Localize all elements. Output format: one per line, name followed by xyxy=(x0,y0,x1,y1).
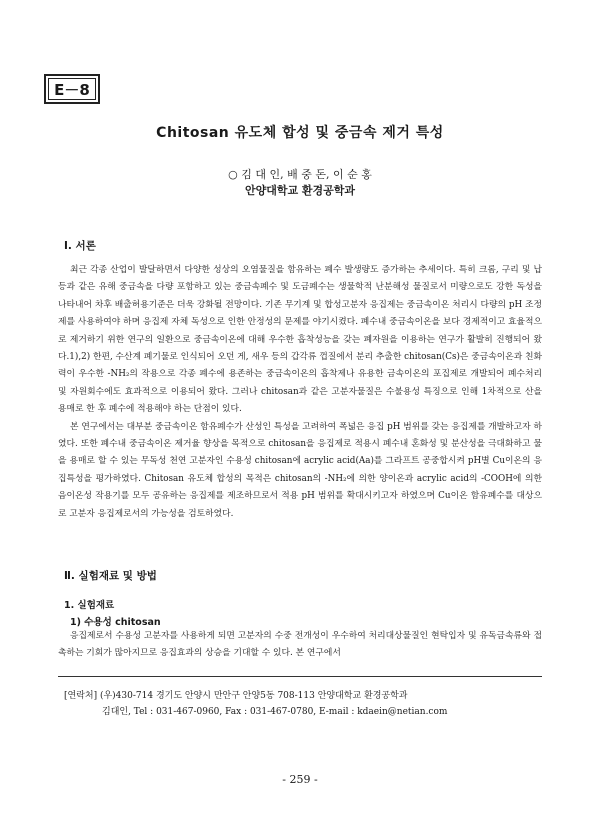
intro-paragraph-2: 본 연구에서는 대부분 중금속이온 함유폐수가 산성인 특성을 고려하여 폭넓은 응집 pH 범위를 갖는 응집제를 개발하고자 하였다. 또한 폐수내 중금속이온 제거율 향상을 목적으로 chitosan을 응집제로 적용시 폐수내 혼화성 및 분산성을 극대화하고 물을 용매로 할 수 있는 무독성 천연 고분자인 수용성 chitosan에 acrylic acid(Aa)를 그라프트 공중합시켜 pH별 Cu이온의 응집특성을 평가하였다. Chitosan 유도체 합성의 목적은 chitosan의 -NH₂에 의한 양이온과 acrylic acid의 -COOH에 의한 음이온성 작용기를 모두 공유하는 응집제를 제조하므로서 적용 pH 범위를 확대시키고자 하였으며 Cu이온 함유폐수를 대상으로 고분자 응집제로서의 가능성을 검토하였다. xyxy=(58,421,542,519)
intro-paragraph-1: 최근 각종 산업이 발달하면서 다양한 성상의 오염물질을 함유하는 폐수 발생량도 증가하는 추세이다. 특히 크롬, 구리 및 납 등과 같은 유해 중금속을 다량 포함하고 있는 중금속폐수 및 도금폐수는 생물학적 난분해성 물질로서 미량으로도 강한 독성을 나타내어 차후 배출허용기준은 더욱 강화될 전망이다. 기존 무기계 및 합성고분자 응집제는 중금속이온 처리시 다량의 pH 조정제를 사용하여야 하며 응집제 자체 독성으로 인한 안정성의 문제를 야기시켰다. 폐수내 중금속이온을 보다 경제적이고 효율적으로 제거하기 위한 연구의 일환으로 중금속이온에 대해 우수한 흡착성능을 갖는 폐자원을 이용하는 연구가 활발히 진행되어 왔다.1),2) 한편, 수산계 폐기물로 인식되어 오던 게, 새우 등의 갑각류 껍질에서 분리 추출한 chitosan(Cs)은 중금속이온과 친화력이 우수한 -NH₂의 작용으로 각종 폐수에 용존하는 중금속이온의 흡착제나 유용한 금속이온의 포집제로 개발되어 폐수처리 및 자원회수에도 효과적으로 이용되어 왔다. 그러나 chitosan과 같은 고분자물질은 수불용성 특징으로 인해 1차적으로 산을 용매로 한 후 폐수에 적용해야 하는 단점이 있다. xyxy=(58,265,542,415)
affiliation: 안양대학교 환경공학과 xyxy=(244,184,356,197)
contact-info xyxy=(64,688,447,720)
intro-body xyxy=(58,262,542,523)
section-heading-intro: Ⅰ. 서론 xyxy=(64,240,96,252)
footnote-divider xyxy=(58,676,542,677)
subsection-heading-water-soluble-chitosan: 1) 수용성 chitosan xyxy=(70,617,161,628)
page-number: - 259 - xyxy=(282,773,318,786)
contact-address: [연락처] (우)430-714 경기도 안양시 만안구 안양5동 708-113 안양대학교 환경공학과 xyxy=(64,691,408,701)
session-badge-label: E－8 xyxy=(48,78,96,100)
session-badge xyxy=(44,74,100,104)
subsection-heading-materials: 1. 실험재료 xyxy=(64,600,115,611)
methods-paragraph: 응집제로서 수용성 고분자를 사용하게 되면 고분자의 수중 전개성이 우수하여 처리대상물질인 현탁입자 및 유독금속류와 접촉하는 기회가 많아지므로 응집효과의 상승을 기대할 수 있다. 본 연구에서 xyxy=(58,631,542,659)
paper-title: Chitosan 유도체 합성 및 중금속 제거 특성 xyxy=(156,125,444,141)
methods-body xyxy=(58,628,542,663)
contact-details: 김대인, Tel : 031-467-0960, Fax : 031-467-0780, E-mail : kdaein@netian.com xyxy=(102,707,448,717)
authors: ○ 김 대 인, 배 중 돈, 이 순 홍 xyxy=(228,168,372,181)
section-heading-methods: Ⅱ. 실험재료 및 방법 xyxy=(64,570,157,582)
